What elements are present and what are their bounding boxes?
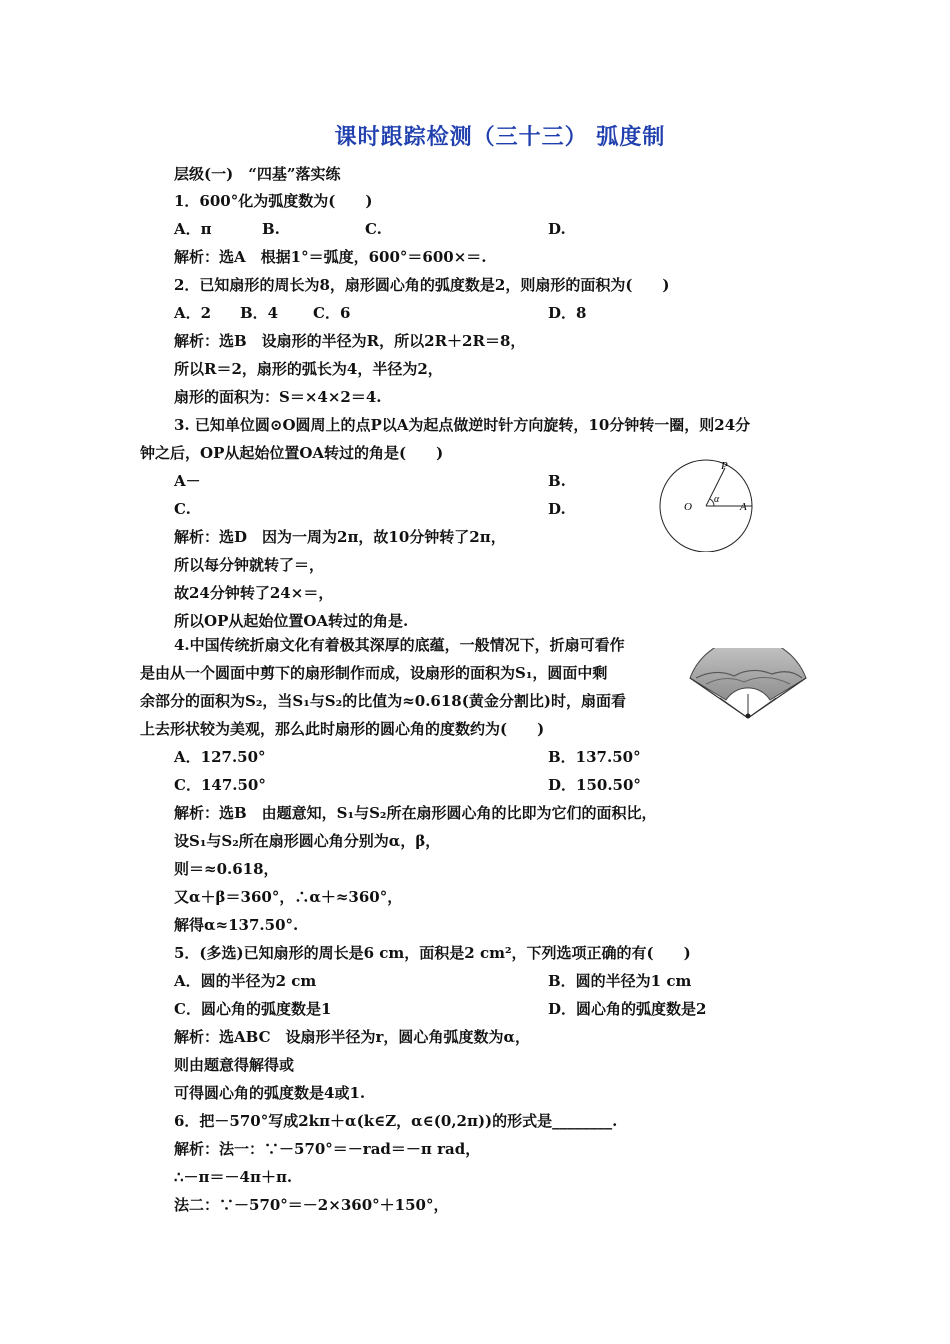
q4-option-a: A．127.50° (174, 748, 266, 766)
q4-stem-line3: 余部分的面积为S₂，当S₁与S₂的比值为≈0.618(黄金分割比)时，扇面看 (140, 692, 626, 710)
q4-stem-line4: 上去形状较为美观，那么此时扇形的圆心角的度数约为( ) (140, 720, 545, 738)
q2-option-c: C．6 (313, 304, 351, 322)
q4-stem-line1: 4.中国传统折扇文化有着极其深厚的底蕴，一般情况下，折扇可看作 (174, 636, 625, 654)
unit-circle-figure (650, 456, 760, 552)
q3-option-c: C. (174, 500, 191, 518)
q4-option-c: C．147.50° (174, 776, 266, 794)
q2-solution-line2: 所以R＝2，扇形的弧长为4，半径为2， (174, 360, 443, 378)
q5-option-c: C．圆心角的弧度数是1 (174, 1000, 332, 1018)
section-heading: 层级(一) “四基”落实练 (174, 165, 341, 183)
q6-stem: 6．把－570°写成2kπ＋α(k∈Z，α∈(0,2π))的形式是________. (174, 1112, 618, 1130)
q6-solution-line2: ∴－π＝－4π＋π. (174, 1168, 293, 1186)
q6-solution-line3: 法二：∵－570°＝－2×360°＋150°， (174, 1196, 449, 1214)
q2-option-a: A．2 (174, 304, 212, 322)
q3-solution-line4: 所以OP从起始位置OA转过的角是. (174, 612, 409, 630)
q4-stem-line2: 是由从一个圆面中剪下的扇形制作而成，设扇形的面积为S₁，圆面中剩 (140, 664, 608, 682)
q3-option-b: B. (548, 472, 566, 490)
q2-solution-line1: 解析：选B 设扇形的半径为R，所以2R＋2R＝8， (174, 332, 526, 350)
figure-label-a: A (740, 501, 747, 513)
q6-solution-line1: 解析：法一：∵－570°＝－rad＝－π rad， (174, 1140, 481, 1158)
q5-solution-line1: 解析：选ABC 设扇形半径为r，圆心角弧度数为α， (174, 1028, 530, 1046)
page-title: 课时跟踪检测（三十三） 弧度制 (334, 125, 666, 150)
q3-solution-line1: 解析：选D 因为一周为2π，故10分钟转了2π， (174, 528, 506, 546)
q3-option-d: D. (548, 500, 566, 518)
figure-label-o: O (684, 501, 692, 513)
q4-solution-line5: 解得α≈137.50°. (174, 916, 299, 934)
q1-option-a: A．π (174, 220, 212, 238)
q2-solution-line3: 扇形的面积为：S＝×4×2＝4. (174, 388, 382, 406)
q5-stem: 5．(多选)已知扇形的周长是6 cm，面积是2 cm²，下列选项正确的有( ) (174, 944, 691, 962)
q5-solution-line2: 则由题意得解得或 (174, 1056, 295, 1074)
q3-stem-line2: 钟之后，OP从起始位置OA转过的角是( ) (140, 444, 444, 462)
q5-solution-line3: 可得圆心角的弧度数是4或1. (174, 1084, 366, 1102)
q5-option-a: A．圆的半径为2 cm (174, 972, 317, 990)
q1-option-d: D. (548, 220, 566, 238)
q3-solution-line3: 故24分钟转了24×＝， (174, 584, 334, 602)
q4-option-b: B．137.50° (548, 748, 641, 766)
q1-stem: 1．600°化为弧度数为( ) (174, 192, 373, 210)
q3-solution-line2: 所以每分钟就转了＝， (174, 556, 325, 574)
q3-stem-line1: 3. 已知单位圆⊙O圆周上的点P以A为起点做逆时针方向旋转，10分钟转一圈，则24分 (174, 416, 751, 434)
q2-stem: 2．已知扇形的周长为8，扇形圆心角的弧度数是2，则扇形的面积为( ) (174, 276, 670, 294)
q4-option-d: D．150.50° (548, 776, 641, 794)
q2-option-b: B．4 (240, 304, 279, 322)
figure-label-p: P (721, 460, 728, 472)
q4-solution-line2: 设S₁与S₂所在扇形圆心角分别为α，β， (174, 832, 441, 850)
q5-option-d: D．圆心角的弧度数是2 (548, 1000, 707, 1018)
q3-option-a: A－ (174, 472, 201, 490)
figure-label-alpha: α (714, 494, 720, 505)
folding-fan-image (686, 648, 810, 720)
q4-solution-line3: 则＝≈0.618， (174, 860, 279, 878)
q1-option-c: C. (365, 220, 382, 238)
q4-solution-line1: 解析：选B 由题意知，S₁与S₂所在扇形圆心角的比即为它们的面积比， (174, 804, 657, 822)
q1-option-b: B. (262, 220, 280, 238)
q2-option-d: D．8 (548, 304, 587, 322)
q1-solution: 解析：选A 根据1°＝弧度，600°＝600×＝. (174, 248, 487, 266)
q4-solution-line4: 又α＋β＝360°，∴α＋≈360°， (174, 888, 403, 906)
q5-option-b: B．圆的半径为1 cm (548, 972, 692, 990)
